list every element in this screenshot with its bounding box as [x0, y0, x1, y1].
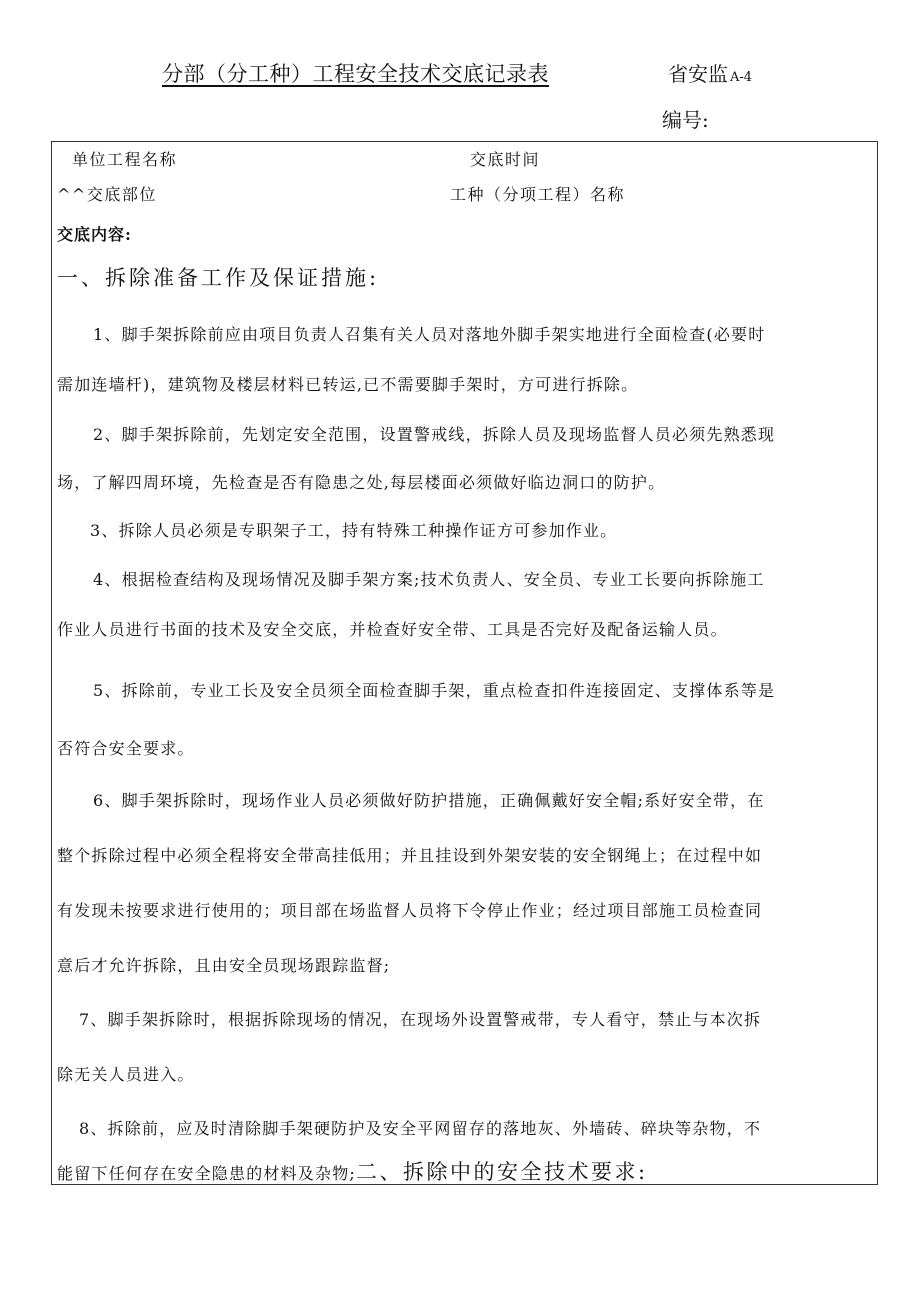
unit-project-name-label: 单位工程名称 [72, 150, 178, 169]
section2-title: 二、拆除中的安全技术要求: [356, 1160, 648, 1184]
form-code [668, 58, 752, 87]
item-line: 有发现未按要求进行使用的；项目部在场监督人员将下令停止作业；经过项目部施工员检查同 [57, 901, 763, 920]
record-table [51, 141, 878, 1185]
form-code-suffix: A-4 [730, 70, 753, 85]
item-line: 作业人员进行书面的技术及安全交底，并检查好安全带、工具是否完好及配备运输人员。 [57, 620, 728, 639]
item-line: 场，了解四周环境，先检查是否有隐患之处,每层楼面必须做好临边洞口的防护。 [57, 473, 666, 492]
serial-number-label: 编号: [662, 108, 709, 132]
handover-time-label: 交底时间 [470, 150, 541, 169]
item-line: 否符合安全要求。 [57, 739, 195, 758]
item-line: 需加连墙杆)，建筑物及楼层材料已转运,已不需要脚手架时，方可进行拆除。 [57, 375, 639, 394]
item-line: 整个拆除过程中必须全程将安全带高挂低用；并且挂设到外架安装的安全钢绳上；在过程中如 [57, 846, 763, 865]
section1-title: 一、拆除准备工作及保证措施: [57, 266, 380, 290]
item-line: 意后才允许拆除，且由安全员现场跟踪监督; [57, 956, 391, 975]
content-label: 交底内容: [57, 225, 132, 244]
item-line: 能留下任何存在安全隐患的材料及杂物; [57, 1164, 356, 1183]
handover-location-label: ^^交底部位 [57, 185, 157, 204]
item-line: 5、拆除前，专业工长及安全员须全面检查脚手架，重点检查扣件连接固定、支撑体系等是 [93, 681, 776, 700]
item-line-last [57, 1156, 648, 1186]
item-line: 2、脚手架拆除前，先划定安全范围，设置警戒线，拆除人员及现场监督人员必须先熟悉现 [93, 425, 776, 444]
item-line: 6、脚手架拆除时，现场作业人员必须做好防护措施，正确佩戴好安全帽;系好安全带，在 [93, 791, 765, 810]
item-line: 7、脚手架拆除时，根据拆除现场的情况，在现场外设置警戒带，专人看守，禁止与本次拆 [79, 1010, 762, 1029]
trade-name-label: 工种（分项工程）名称 [450, 185, 626, 204]
form-code-main: 省安监 [668, 62, 728, 86]
item-line: 8、拆除前，应及时清除脚手架硬防护及安全平网留存的落地灰、外墙砖、碎块等杂物，不 [79, 1119, 762, 1138]
item-line: 4、根据检查结构及现场情况及脚手架方案;技术负责人、安全员、专业工长要向拆除施工 [93, 570, 765, 589]
document-title: 分部（分工种）工程安全技术交底记录表 [162, 62, 549, 86]
item-line: 除无关人员进入。 [57, 1065, 195, 1084]
item-line: 1、脚手架拆除前应由项目负责人召集有关人员对落地外脚手架实地进行全面检查(必要时 [93, 325, 766, 344]
item-line: 3、拆除人员必须是专职架子工，持有特殊工种操作证方可参加作业。 [90, 521, 618, 540]
